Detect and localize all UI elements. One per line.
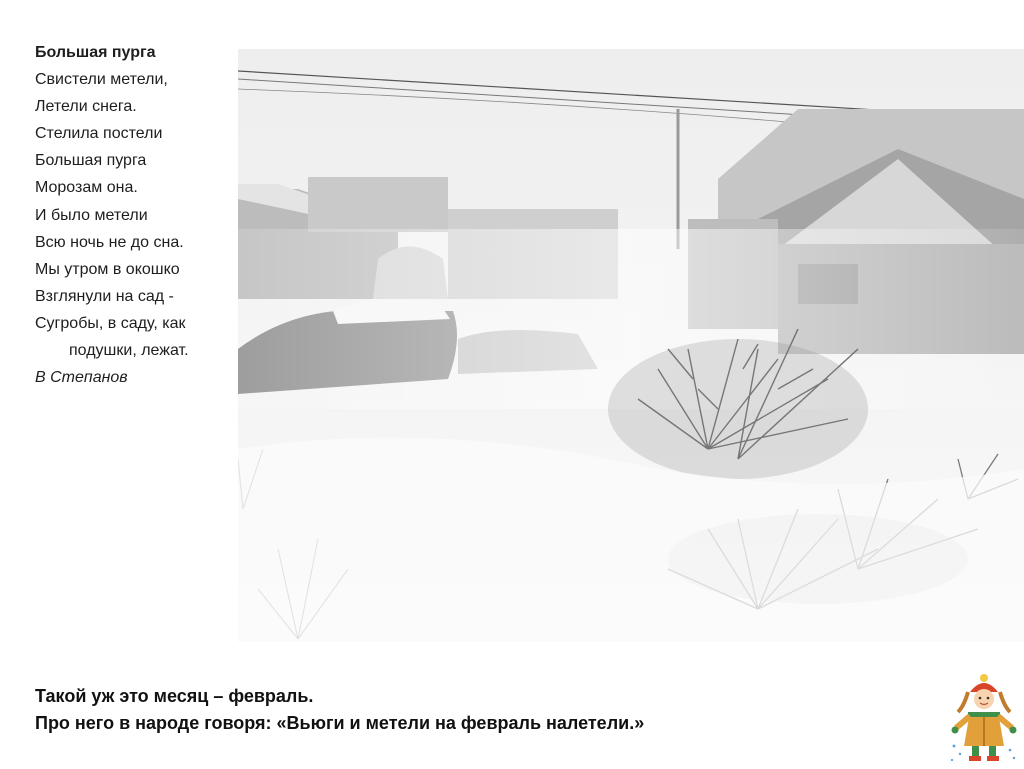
snowstorm-photo [238,49,1024,642]
poem-line: подушки, лежат. [69,342,189,360]
poem-line: Большая пурга [35,152,147,170]
caption [35,683,644,737]
caption-line-2: Про него в народе говоря: «Вьюги и метели на февраль налетели.» [35,713,645,733]
poem-line: Всю ночь не до сна. [35,233,184,251]
poem-line: Стелила постели [35,125,163,143]
girl-in-winter-clothes-icon [950,672,1018,764]
poem-line: Летели снега. [35,98,137,116]
poem [35,39,235,391]
poem-line: Сугробы, в саду, как [35,314,186,332]
poem-line: И было метели [35,206,148,224]
caption-line-1: Такой уж это месяц – февраль. [35,686,314,706]
poem-title: Большая пурга [35,44,156,61]
poem-line: Свистели метели, [35,71,168,89]
poem-author: В Степанов [35,369,128,387]
poem-line: Взглянули на сад - [35,287,174,305]
poem-line: Мы утром в окошко [35,260,180,278]
poem-line: Морозам она. [35,179,138,197]
